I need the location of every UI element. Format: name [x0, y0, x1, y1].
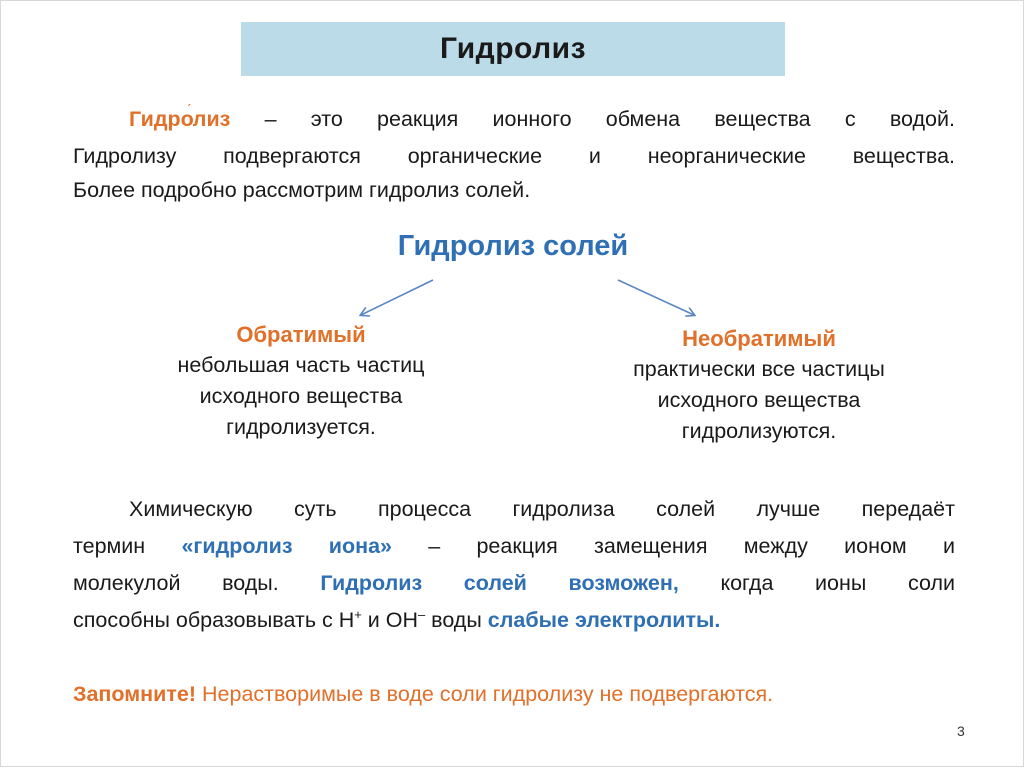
- subheading: Гидролиз солей: [397, 230, 629, 262]
- arrow-right: [618, 280, 694, 315]
- page-number: 3: [957, 723, 965, 739]
- intro-line-1: Гидролиз – это реакция ионного обмена вещества с водой.: [129, 107, 955, 131]
- essence-line-1: Химическую суть процесса гидролиза солей лучше передаёт: [129, 497, 955, 521]
- slide-title: Гидролиз: [439, 32, 587, 65]
- irreversible-block: [589, 323, 929, 447]
- irreversible-heading: Необратимый: [682, 326, 836, 351]
- remember-label: Запомните!: [73, 682, 197, 706]
- weak-electrolytes: слабые электролиты.: [487, 608, 721, 632]
- irreversible-line: исходного вещества: [657, 388, 861, 412]
- reversible-line: гидролизуется.: [226, 415, 376, 439]
- intro-line-2: Гидролизу подвергаются органические и неорганические вещества.: [73, 144, 955, 168]
- reversible-block: [131, 319, 471, 443]
- essence-paragraph: [73, 491, 955, 639]
- arrow-left: [361, 280, 433, 315]
- essence-line-2: термин «гидролиз иона» – реакция замещения между ионом и: [73, 534, 955, 558]
- irreversible-line: практически все частицы: [633, 357, 885, 381]
- essence-line-4: способны образовывать с Н+ и ОН– воды слабые электролиты.: [73, 606, 721, 632]
- reversible-line: исходного вещества: [199, 384, 403, 408]
- reversible-heading: Обратимый: [236, 322, 366, 347]
- term-hydrolysis: Гидролиз: [129, 107, 231, 131]
- essence-line-3: молекулой воды. Гидролиз солей возможен, когда ионы соли: [73, 571, 956, 595]
- remember-text: Нерастворимые в воде соли гидролизу не подвергаются.: [196, 682, 774, 706]
- remember-note: [73, 682, 973, 707]
- reversible-line: небольшая часть частиц: [177, 353, 425, 377]
- intro-line-3: Более подробно рассмотрим гидролиз солей.: [73, 178, 531, 202]
- irreversible-line: гидролизуются.: [681, 419, 837, 443]
- term-ion-hydrolysis: «гидролиз иона»: [181, 534, 393, 558]
- title-box: [241, 22, 785, 76]
- salt-hydrolysis-possible: Гидролиз солей возможен: [320, 571, 673, 595]
- intro-paragraph: [73, 102, 955, 207]
